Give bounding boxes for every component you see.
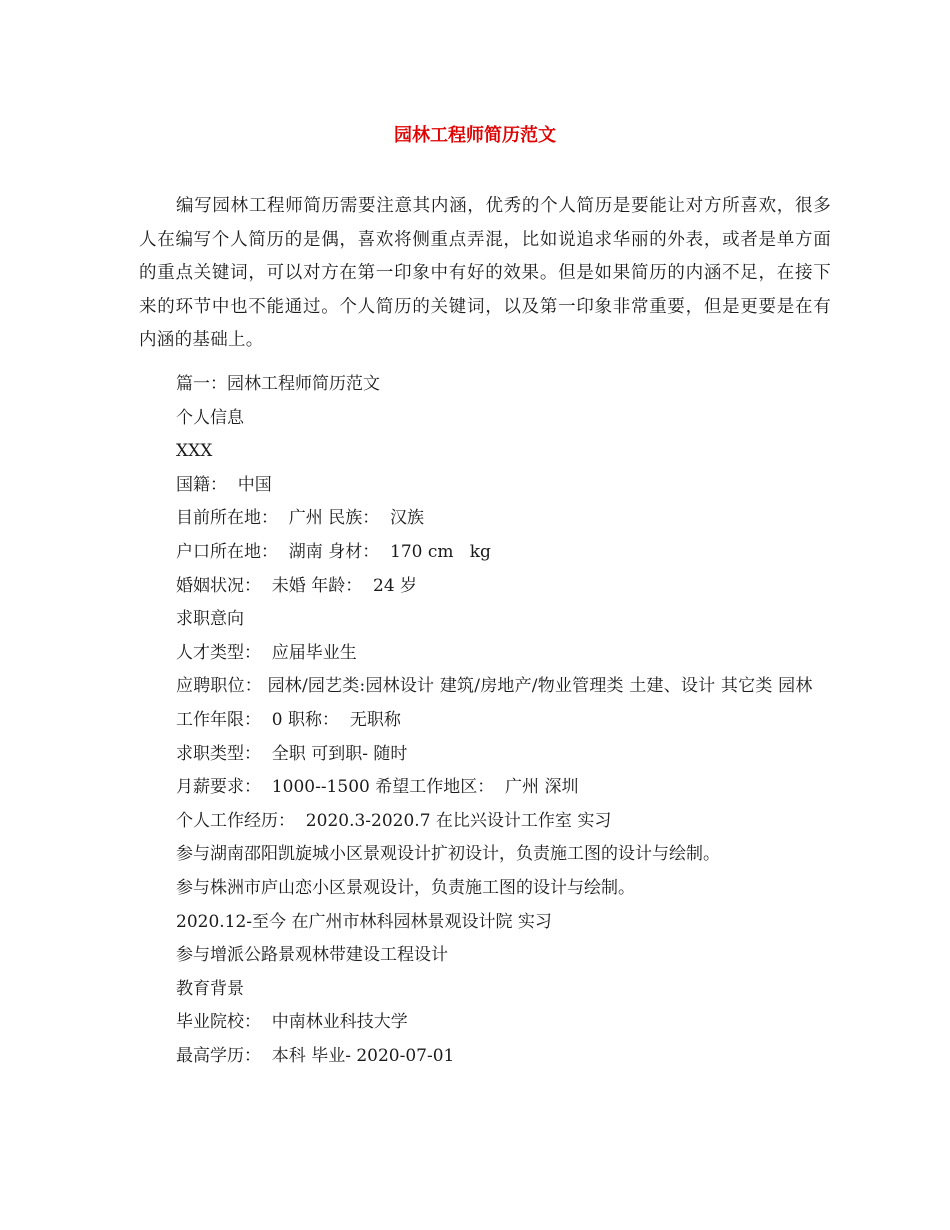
text-line: 工作年限： 0 职称： 无职称 bbox=[176, 709, 401, 730]
text-line: 人才类型： 应届毕业生 bbox=[176, 642, 357, 663]
text-line: 毕业院校： 中南林业科技大学 bbox=[176, 1012, 408, 1033]
section-heading: 教育背景 bbox=[176, 978, 244, 999]
text-line: 求职类型： 全职 可到职- 随时 bbox=[176, 743, 408, 764]
text-line: 婚姻状况： 未婚 年龄： 24 岁 bbox=[176, 575, 418, 596]
text-line: 2020.12-至今 在广州市林科园林景观设计院 实习 bbox=[176, 911, 552, 932]
text-line: 参与增派公路景观林带建设工程设计 bbox=[176, 945, 448, 966]
section-heading: 篇一：园林工程师简历范文 bbox=[176, 374, 380, 394]
text-line: 应聘职位： 园林/园艺类:园林设计 建筑/房地产/物业管理类 土建、设计 其它类 园林 bbox=[176, 676, 813, 697]
intro-paragraph: 编写园林工程师简历需要注意其内涵，优秀的个人简历是要能让对方所喜欢，很多人在编写个人简历的是偶，喜欢将侧重点弄混，比如说追求华丽的外表，或者是单方面的重点关键词，可以对方在第一印象中有好的效果。但是如果简历的内涵不足，在接下来的环节中也不能通过。个人简历的关键词，以及第一印象非常重要，但是更要是在有内涵的基础上。 bbox=[139, 196, 831, 351]
text-line: 目前所在地： 广州 民族： 汉族 bbox=[176, 508, 425, 529]
text-line: 户口所在地： 湖南 身材： 170 cm kg bbox=[176, 541, 491, 562]
text-line: 月薪要求： 1000--1500 希望工作地区： 广州 深圳 bbox=[176, 777, 579, 798]
text-line: 个人工作经历： 2020.3-2020.7 在比兴设计工作室 实习 bbox=[176, 810, 612, 831]
section-heading: 求职意向 bbox=[176, 609, 244, 630]
document-title: 园林工程师简历范文 bbox=[394, 125, 556, 146]
text-line: 参与湖南邵阳凯旋城小区景观设计扩初设计，负责施工图的设计与绘制。 bbox=[176, 844, 720, 865]
text-line: 国籍： 中国 bbox=[176, 474, 272, 495]
text-line: 最高学历： 本科 毕业- 2020-07-01 bbox=[176, 1045, 455, 1066]
text-line: 参与株洲市庐山恋小区景观设计，负责施工图的设计与绘制。 bbox=[176, 877, 635, 898]
text-line: XXX bbox=[176, 441, 213, 462]
resume-lines bbox=[139, 368, 831, 1073]
section-heading: 个人信息 bbox=[176, 407, 244, 428]
